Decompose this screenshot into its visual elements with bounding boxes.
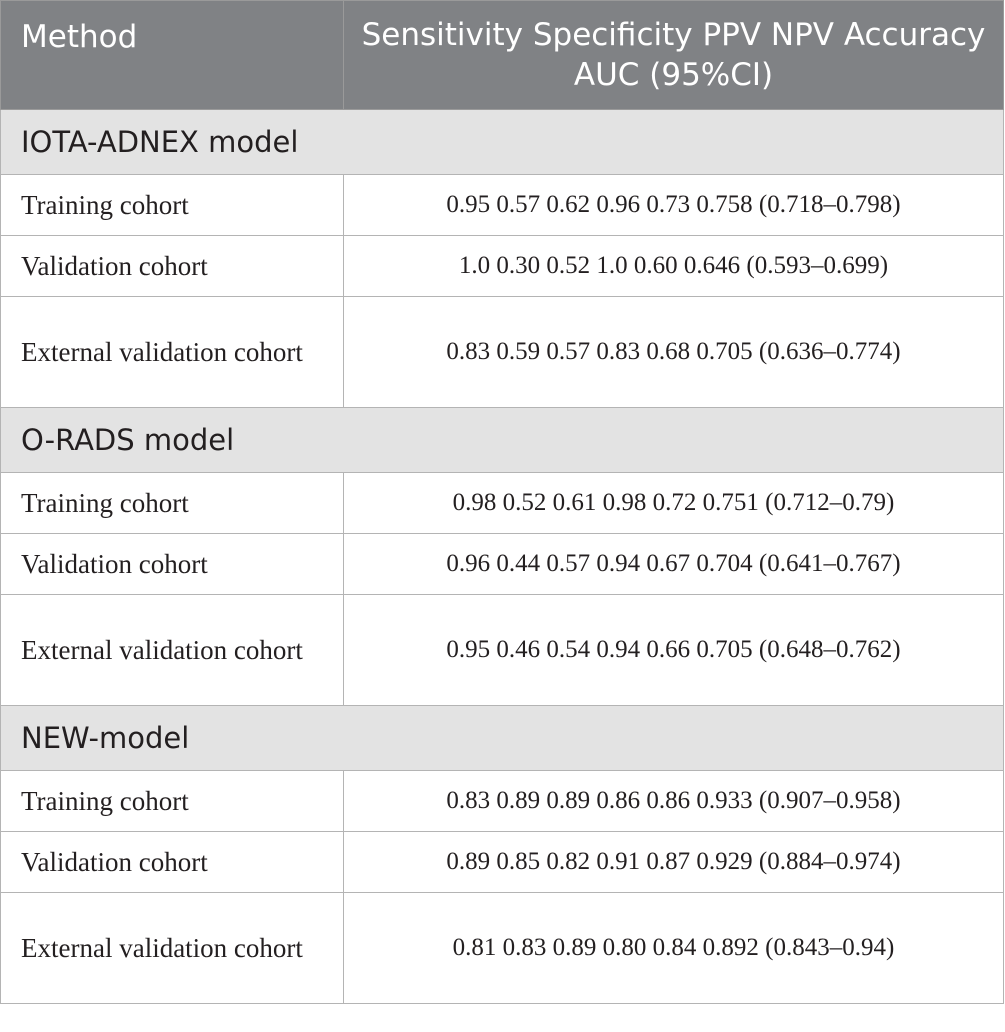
header-metrics: Sensitivity Specificity PPV NPV Accuracy AUC (95%CI) bbox=[344, 1, 1004, 110]
row-value: 0.98 0.52 0.61 0.98 0.72 0.751 (0.712–0.79) bbox=[344, 473, 1004, 534]
row-value: 0.81 0.83 0.89 0.80 0.84 0.892 (0.843–0.94) bbox=[344, 893, 1004, 1004]
table-row bbox=[1, 236, 1004, 297]
group-row-o-rads bbox=[1, 408, 1004, 473]
row-value: 0.89 0.85 0.82 0.91 0.87 0.929 (0.884–0.974) bbox=[344, 832, 1004, 893]
row-label: Validation cohort bbox=[1, 832, 344, 893]
table-row bbox=[1, 473, 1004, 534]
row-label: External validation cohort bbox=[1, 595, 344, 706]
group-title: O-RADS model bbox=[1, 408, 1004, 473]
table-row bbox=[1, 832, 1004, 893]
table-row bbox=[1, 771, 1004, 832]
table-row bbox=[1, 534, 1004, 595]
table-row bbox=[1, 175, 1004, 236]
group-title: NEW-model bbox=[1, 706, 1004, 771]
group-row-iota-adnex bbox=[1, 110, 1004, 175]
row-value: 0.95 0.57 0.62 0.96 0.73 0.758 (0.718–0.798) bbox=[344, 175, 1004, 236]
row-label: Training cohort bbox=[1, 175, 344, 236]
row-value: 0.83 0.89 0.89 0.86 0.86 0.933 (0.907–0.958) bbox=[344, 771, 1004, 832]
row-value: 0.96 0.44 0.57 0.94 0.67 0.704 (0.641–0.767) bbox=[344, 534, 1004, 595]
row-value: 0.83 0.59 0.57 0.83 0.68 0.705 (0.636–0.774) bbox=[344, 297, 1004, 408]
table-row bbox=[1, 893, 1004, 1004]
row-value: 1.0 0.30 0.52 1.0 0.60 0.646 (0.593–0.699) bbox=[344, 236, 1004, 297]
table-row bbox=[1, 595, 1004, 706]
row-label: Validation cohort bbox=[1, 534, 344, 595]
group-row-new-model bbox=[1, 706, 1004, 771]
header-method: Method bbox=[1, 1, 344, 110]
header-row bbox=[1, 1, 1004, 110]
row-label: Training cohort bbox=[1, 771, 344, 832]
row-label: External validation cohort bbox=[1, 893, 344, 1004]
row-label: External validation cohort bbox=[1, 297, 344, 408]
row-label: Training cohort bbox=[1, 473, 344, 534]
row-label: Validation cohort bbox=[1, 236, 344, 297]
row-value: 0.95 0.46 0.54 0.94 0.66 0.705 (0.648–0.762) bbox=[344, 595, 1004, 706]
group-title: IOTA-ADNEX model bbox=[1, 110, 1004, 175]
table-row bbox=[1, 297, 1004, 408]
